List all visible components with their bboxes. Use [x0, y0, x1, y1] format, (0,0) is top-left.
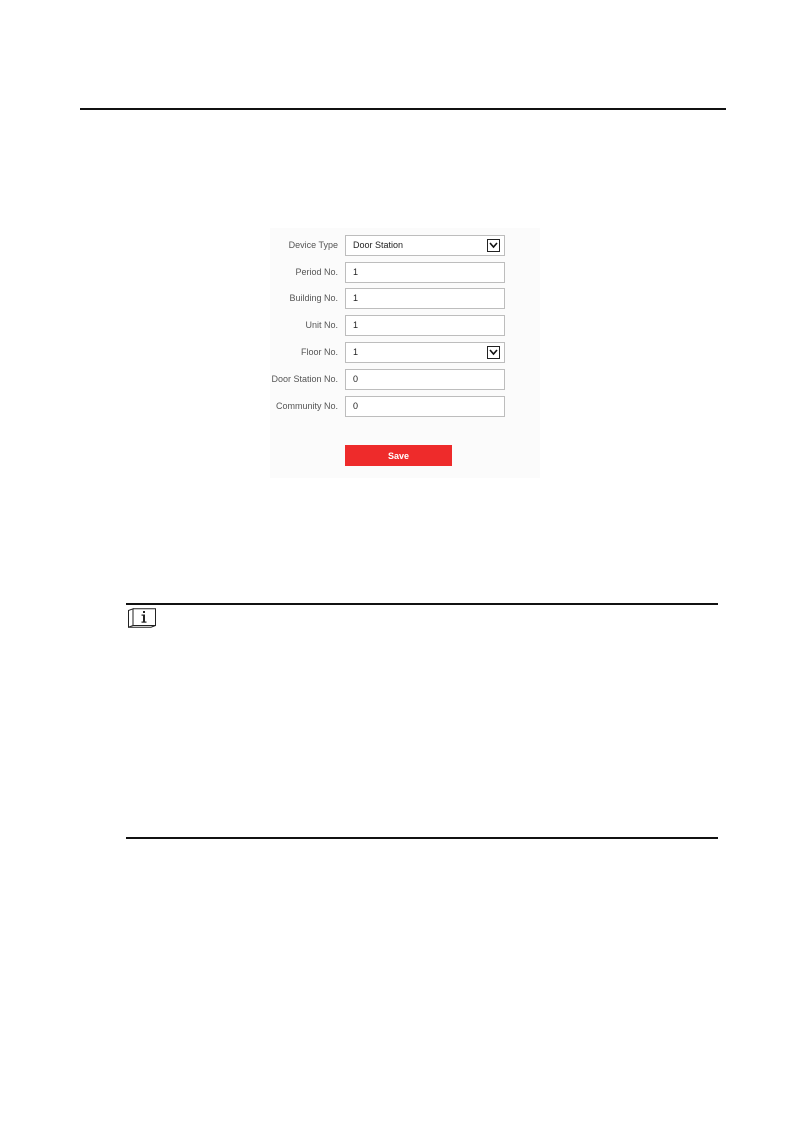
device-type-select[interactable]: [345, 235, 505, 256]
device-type-value: Door Station: [353, 240, 404, 250]
chevron-down-icon[interactable]: [487, 346, 500, 359]
period-no-value: 1: [353, 267, 359, 277]
building-no-label: Building No.: [289, 293, 338, 303]
note-bottom-rule: [126, 837, 718, 839]
floor-no-label: Floor No.: [300, 347, 338, 357]
door-station-no-label: Door Station No.: [271, 374, 338, 384]
floor-no-row: [270, 342, 540, 363]
building-no-value: 1: [353, 293, 359, 303]
period-no-input[interactable]: [345, 262, 505, 283]
unit-no-input[interactable]: [345, 315, 505, 336]
community-no-row: [270, 396, 540, 417]
floor-no-value: 1: [353, 347, 359, 357]
save-button[interactable]: Save: [345, 445, 452, 466]
period-no-label: Period No.: [295, 267, 338, 277]
intercom-settings-form: [270, 228, 540, 478]
period-no-row: [270, 262, 540, 283]
note-top-rule: [126, 603, 718, 605]
chevron-down-icon[interactable]: [487, 239, 500, 252]
community-no-value: 0: [353, 401, 359, 411]
device-type-row: [270, 235, 540, 256]
floor-no-select[interactable]: [345, 342, 505, 363]
note-book-icon: [127, 608, 157, 633]
unit-no-label: Unit No.: [305, 320, 338, 330]
device-type-label: Device Type: [288, 240, 338, 250]
door-station-no-row: [270, 369, 540, 390]
community-no-label: Community No.: [275, 401, 338, 411]
community-no-input[interactable]: [345, 396, 505, 417]
building-no-input[interactable]: [345, 288, 505, 309]
door-station-no-input[interactable]: [345, 369, 505, 390]
building-no-row: [270, 288, 540, 309]
page-header-rule: [80, 108, 726, 110]
unit-no-value: 1: [353, 320, 359, 330]
door-station-no-value: 0: [353, 374, 359, 384]
unit-no-row: [270, 315, 540, 336]
